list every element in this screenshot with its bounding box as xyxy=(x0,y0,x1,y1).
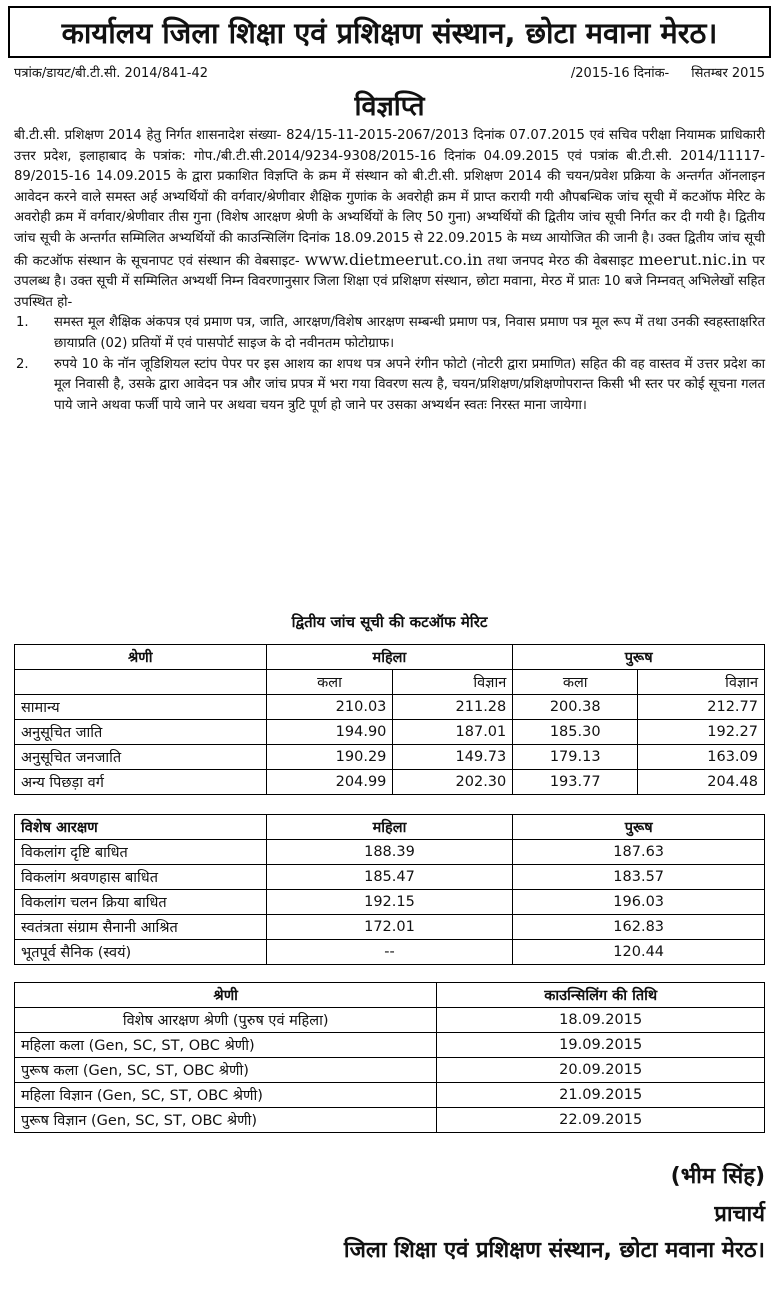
table-row: अनुसूचित जनजाति 190.29 149.73 179.13 163.09 xyxy=(15,745,765,770)
list-item: 2. रुपये 10 के नॉन जूडिशियल स्टांप पेपर पर इस आशय का शपथ पत्र अपने रंगीन फोटो (नोटरी द्वारा प्रमाणित) सहित की वह वास्तव में उत्तर प्रदेश का मूल निवासी है, उसके द्वारा आवेदन पत्र और जांच प्रपत्र में भरा गया विवरण सत्य है, चयन/प्रशिक्षण/प्रशिक्षणोपरान्त किसी भी स्तर पर कोई सूचना गलत पाये जाने अथवा फर्जी पाये जाने पर अथवा चयन त्रुटि पूर्ण हो जाने पर उसका अभ्यर्थन स्वतः निरस्त माना जायेगा। xyxy=(16,356,765,413)
table-subheader-row: कला विज्ञान कला विज्ञान xyxy=(15,670,765,695)
table-row: अनुसूचित जाति 194.90 187.01 185.30 192.27 xyxy=(15,720,765,745)
table-row: पुरूष कला (Gen, SC, ST, OBC श्रेणी) 20.09.2015 xyxy=(15,1058,765,1083)
signatory-organization: जिला शिक्षा एवं प्रशिक्षण संस्थान, छोटा मवाना मेरठ। xyxy=(343,1238,765,1263)
reference-date-label: /2015-16 दिनांक- xyxy=(570,66,670,81)
office-header xyxy=(8,6,771,58)
office-title: कार्यालय जिला शिक्षा एवं प्रशिक्षण संस्थान, छोटा मवाना मेरठ। xyxy=(61,15,718,50)
website-link-diet[interactable]: www.dietmeerut.co.in xyxy=(304,249,483,269)
table-row: विकलांग श्रवणहास बाधित 185.47 183.57 xyxy=(15,865,765,890)
website-link-district[interactable]: meerut.nic.in xyxy=(638,249,748,269)
notice-body xyxy=(14,126,765,416)
table-row: विकलांग चलन क्रिया बाधित 192.15 196.03 xyxy=(15,890,765,915)
reference-line xyxy=(14,63,765,81)
cutoff-table xyxy=(14,644,765,795)
special-reservation-table xyxy=(14,814,765,965)
table-row: महिला विज्ञान (Gen, SC, ST, OBC श्रेणी) 21.09.2015 xyxy=(15,1083,765,1108)
table-row: विशेष आरक्षण श्रेणी (पुरुष एवं महिला) 18.09.2015 xyxy=(15,1008,765,1033)
document-list xyxy=(14,313,765,416)
reference-number: पत्रांक/डायट/बी.टी.सी. 2014/841-42 xyxy=(14,66,208,81)
table-row: भूतपूर्व सैनिक (स्वयं) -- 120.44 xyxy=(15,940,765,965)
table-row: महिला कला (Gen, SC, ST, OBC श्रेणी) 19.09.2015 xyxy=(15,1033,765,1058)
list-item: 1. समस्त मूल शैक्षिक अंकपत्र एवं प्रमाण पत्र, जाति, आरक्षण/विशेष आरक्षण सम्बन्धी प्रमाण पत्र, निवास प्रमाण पत्र मूल रूप में तथा उनकी स्वहस्ताक्षरित छायाप्रति (02) प्रतियों में एवं पासपोर्ट साइज के दो नवीनतम फोटोग्राफ। xyxy=(16,315,765,351)
cutoff-title: द्वितीय जांच सूची की कटऑफ मेरिट xyxy=(291,613,488,631)
body-paragraph: बी.टी.सी. प्रशिक्षण 2014 हेतु निर्गत शासनादेश संख्या- 824/15-11-2015-2067/2013 दिनांक 07.07.2015 एवं सचिव परीक्षा नियामक प्राधिकारी उत्तर प्रदेश, इलाहाबाद के पत्रांक: गोप./बी.टी.सी.2014/9234-9308/2015-16 दिनांक 04.09.2015 एवं पत्रांक बी.टी.सी. 2014/11117-89/2015-16 14.09.2015 के द्वारा प्रकाशित विज्ञप्ति के क्रम में संस्थान को बी.टी.सी. प्रशिक्षण 2014 की चयन/प्रवेश प्रक्रिया के अन्तर्गत ऑनलाइन आवेदन करने वाले समस्त अर्ह अभ्यर्थियों की वर्गवार/श्रेणीवार शैक्षिक गुणांक के अवरोही क्रम में प्राप्त करायी गयी औपबन्धिक जांच सूची में कटऑफ मेरिट के अवरोही क्रम में वर्गवार/श्रेणीवार तीस गुना (विशेष आरक्षण श्रेणी के अभ्यर्थियों के लिए 50 गुना) अभ्यर्थियों की द्वितीय जांच सूची निर्गत कर दी गयी है। द्वितीय जांच सूची के अन्तर्गत सम्मिलित अभ्यर्थियों की काउन्सिलिंग दिनांक 18.09.2015 से 22.09.2015 के मध्य आयोजित की जानी है। उक्त द्वितीय जांच सूची की कटऑफ संस्थान के सूचनापट एवं संस्थान की वेबसाइट- www.dietmeerut.co.in तथा जनपद मेरठ की वेबसाइट meerut.nic.in पर उपलब्ध है। उक्त सूची में सम्मिलित अभ्यर्थी निम्न विवरणानुसार जिला शिक्षा एवं प्रशिक्षण संस्थान, छोटा मवाना, मेरठ में प्रातः 10 बजे निम्नवत् अभिलेखों सहित उपस्थित हो- xyxy=(14,128,765,310)
table-row: पुरूष विज्ञान (Gen, SC, ST, OBC श्रेणी) 22.09.2015 xyxy=(15,1108,765,1133)
signatory-name: (भीम सिंह) xyxy=(670,1164,765,1189)
table-row: सामान्य 210.03 211.28 200.38 212.77 xyxy=(15,695,765,720)
table-header-row: श्रेणी महिला पुरूष xyxy=(15,645,765,670)
notice-title: विज्ञप्ति xyxy=(354,91,425,122)
reference-month: सितम्बर 2015 xyxy=(691,66,765,81)
table-row: अन्य पिछड़ा वर्ग 204.99 202.30 193.77 204.48 xyxy=(15,770,765,795)
table-row: स्वतंत्रता संग्राम सैनानी आश्रित 172.01 162.83 xyxy=(15,915,765,940)
counselling-schedule-table xyxy=(14,982,765,1133)
table-row: विकलांग दृष्टि बाधित 188.39 187.63 xyxy=(15,840,765,865)
table-header-row: श्रेणी काउन्सिलिंग की तिथि xyxy=(15,983,765,1008)
table-header-row: विशेष आरक्षण महिला पुरूष xyxy=(15,815,765,840)
signatory-designation: प्राचार्य xyxy=(714,1202,765,1227)
